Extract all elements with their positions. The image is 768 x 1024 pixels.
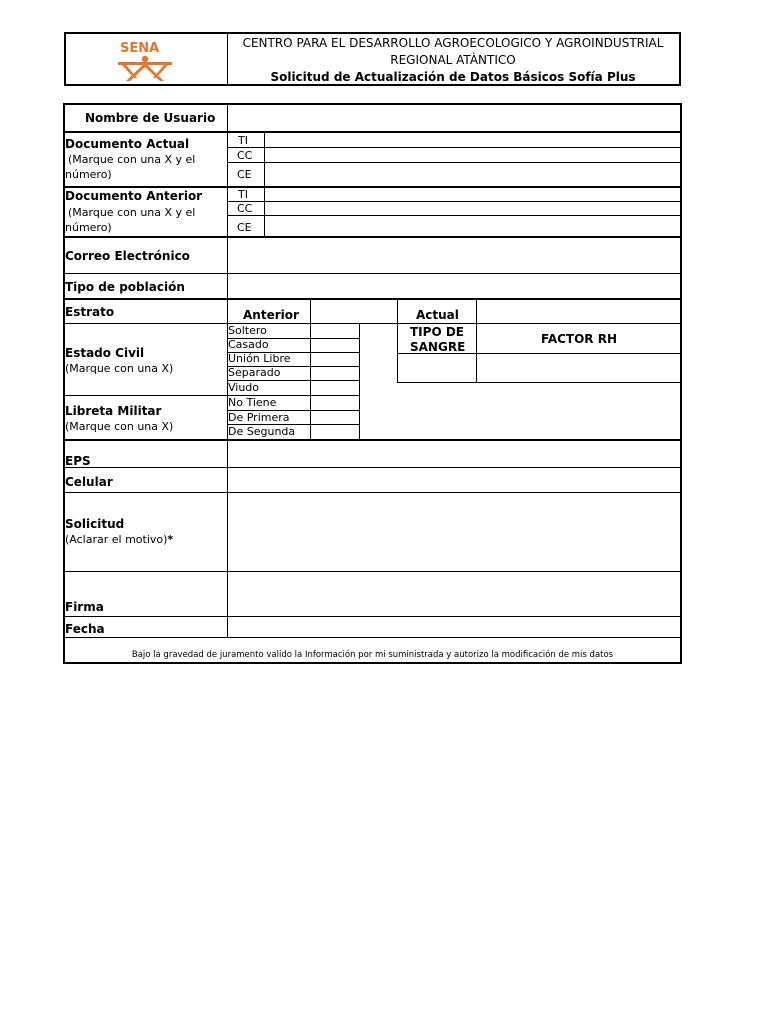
tipo-poblacion-field[interactable]: [229, 274, 680, 297]
label-documento-actual: Documento Actual: [65, 137, 190, 151]
label-sangre: SANGRE: [410, 340, 466, 354]
label-firma: Firma: [65, 600, 104, 614]
label-marque-numero-2: (Marque con una X y el: [68, 206, 196, 219]
label-estado-civil: Estado Civil: [65, 346, 145, 360]
doc-actual-cc-field[interactable]: [266, 148, 680, 161]
label-marque-x-libreta: (Marque con una X): [65, 420, 174, 433]
label-celular: Celular: [65, 475, 113, 489]
estrato-anterior-field[interactable]: [311, 300, 396, 322]
header-line3: Solicitud de Actualización de Datos Básicos Sofía Plus: [270, 70, 636, 84]
option-separado: Separado: [228, 366, 281, 379]
doc-actual-cc: CC: [237, 149, 253, 162]
soltero-mark[interactable]: [311, 325, 358, 338]
doc-actual-ti-field[interactable]: [266, 133, 680, 146]
label-eps: EPS: [65, 454, 91, 468]
doc-actual-ti: TI: [238, 134, 248, 147]
label-estrato: Estrato: [65, 305, 115, 319]
header-line2: REGIONAL ATÀNTICO: [390, 53, 516, 67]
option-de-primera: De Primera: [228, 411, 290, 424]
nombre-usuario-field[interactable]: [229, 105, 680, 130]
doc-anterior-cc-field[interactable]: [266, 202, 680, 214]
firma-field[interactable]: [229, 572, 680, 615]
separado-mark[interactable]: [311, 367, 358, 380]
doc-anterior-ce-field[interactable]: [266, 216, 680, 235]
option-no-tiene: No Tiene: [228, 396, 277, 409]
doc-anterior-cc: CC: [237, 202, 253, 215]
aclarar-text: (Aclarar el motivo): [65, 533, 168, 546]
label-solicitud: Solicitud: [65, 517, 125, 531]
eps-field[interactable]: [229, 441, 680, 466]
casado-mark[interactable]: [311, 339, 358, 352]
label-nombre-usuario: Nombre de Usuario: [85, 111, 216, 125]
viudo-mark[interactable]: [311, 381, 358, 394]
doc-anterior-ti-field[interactable]: [266, 188, 680, 200]
correo-field[interactable]: [229, 238, 680, 272]
label-factor-rh: FACTOR RH: [541, 332, 618, 346]
celular-field[interactable]: [229, 468, 680, 491]
aclarar-mark: *: [167, 533, 174, 546]
de-primera-mark[interactable]: [311, 411, 358, 424]
union-libre-mark[interactable]: [311, 353, 358, 366]
tipo-sangre-field[interactable]: [398, 354, 475, 381]
label-fecha: Fecha: [65, 622, 105, 636]
label-actual: Actual: [416, 308, 459, 322]
solicitud-field[interactable]: [229, 493, 680, 570]
estrato-actual-field[interactable]: [477, 300, 680, 322]
de-segunda-mark[interactable]: [311, 425, 358, 438]
label-marque-numero: (Marque con una X y el: [68, 153, 196, 166]
doc-actual-ce: CE: [237, 168, 252, 181]
footer-declaration: Bajo la gravedad de juramento valido la Información por mi suministrada y autorizo la modificación de mis datos: [131, 650, 614, 660]
factor-rh-field[interactable]: [477, 354, 680, 381]
no-tiene-mark[interactable]: [311, 396, 358, 409]
option-casado: Casado: [228, 338, 269, 351]
label-marque-x-estado: (Marque con una X): [65, 362, 174, 375]
option-union-libre: Unión Libre: [228, 352, 291, 365]
sena-logo: [112, 38, 178, 82]
option-viudo: Viudo: [228, 381, 260, 394]
doc-actual-ce-field[interactable]: [266, 163, 680, 185]
label-anterior: Anterior: [243, 308, 299, 322]
option-soltero: Soltero: [228, 324, 267, 337]
label-libreta-militar: Libreta Militar: [65, 404, 162, 418]
label-aclarar: [65, 534, 173, 545]
label-numero: número): [65, 168, 112, 181]
header-line1: CENTRO PARA EL DESARROLLO AGROECOLOGICO Y AGROINDUSTRIAL: [242, 36, 664, 50]
option-de-segunda: De Segunda: [228, 425, 296, 438]
doc-anterior-ti: TI: [238, 188, 248, 201]
fecha-field[interactable]: [229, 617, 680, 636]
label-tipo-poblacion: Tipo de población: [65, 280, 185, 294]
doc-anterior-ce: CE: [237, 221, 252, 234]
label-correo: Correo Electrónico: [65, 249, 190, 263]
label-tipo-de: TIPO DE: [410, 325, 464, 339]
label-numero-2: número): [65, 221, 112, 234]
label-documento-anterior: Documento Anterior: [65, 189, 203, 203]
logo-text: SENA: [120, 41, 160, 56]
